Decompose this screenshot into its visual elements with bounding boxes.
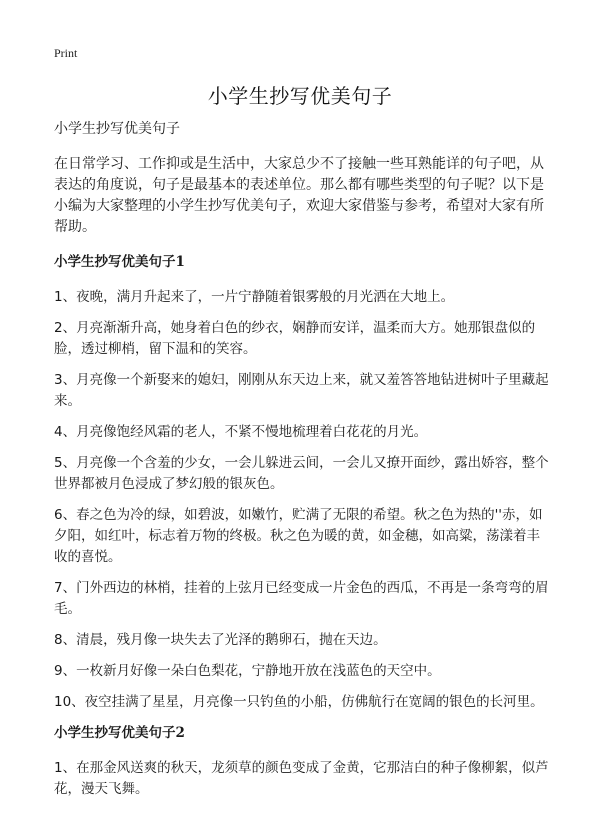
- sentence-item: 3、月亮像一个新娶来的媳妇，刚刚从东天边上来，就又羞答答地钻进树叶子里藏起来。: [54, 372, 549, 409]
- section-heading-2: 小学生抄写优美句子2: [54, 725, 185, 741]
- sentence-item: 9、一枚新月好像一朵白色梨花，宁静地开放在浅蓝色的天空中。: [54, 663, 441, 679]
- sentence-item: 4、月亮像饱经风霜的老人，不紧不慢地梳理着白花花的月光。: [54, 424, 428, 440]
- article-subtitle: 小学生抄写优美句子: [54, 121, 180, 137]
- print-link[interactable]: Print: [54, 46, 78, 60]
- section-heading-1: 小学生抄写优美句子1: [54, 254, 185, 270]
- sentence-item: 6、春之色为冷的绿，如碧波，如嫩竹，贮满了无限的希望。秋之色为热的''赤，如夕阳，如红叶，标志着万物的终极。秋之色为暖的黄，如金穗，如高粱，荡漾着丰收的喜悦。: [54, 507, 543, 565]
- sentence-item: 2、月亮渐渐升高，她身着白色的纱衣，娴静而安详，温柔而大方。她那银盘似的脸，透过柳梢，留下温和的笑容。: [54, 320, 536, 357]
- sentence-item: 8、清晨，残月像一块失去了光泽的鹅卵石，抛在天边。: [54, 632, 387, 648]
- article-body: [54, 119, 550, 810]
- sentence-item: 1、夜晚，满月升起来了，一片宁静随着银雾般的月光洒在大地上。: [54, 289, 455, 305]
- intro-paragraph: 在日常学习、工作抑或是生活中，大家总少不了接触一些耳熟能详的句子吧，从表达的角度说，句子是最基本的表述单位。那么都有哪些类型的句子呢？以下是小编为大家整理的小学生抄写优美句子，欢迎大家借鉴与参考，希望对大家有所帮助。: [54, 156, 544, 235]
- sentence-item: 1、在那金风送爽的秋天，龙须草的颜色变成了金黄，它那洁白的种子像柳絮，似芦花，漫天飞舞。: [54, 760, 549, 797]
- sentence-item: 10、夜空挂满了星星，月亮像一只钓鱼的小船，仿佛航行在宽阔的银色的长河里。: [54, 694, 544, 710]
- sentence-item: 7、门外西边的林梢，挂着的上弦月已经变成一片金色的西瓜，不再是一条弯弯的眉毛。: [54, 580, 549, 617]
- sentence-item: 5、月亮像一个含羞的少女，一会儿躲进云间，一会儿又撩开面纱，露出娇容，整个世界都被月色浸成了梦幻般的银灰色。: [54, 455, 549, 492]
- page-title: 小学生抄写优美句子: [207, 84, 393, 108]
